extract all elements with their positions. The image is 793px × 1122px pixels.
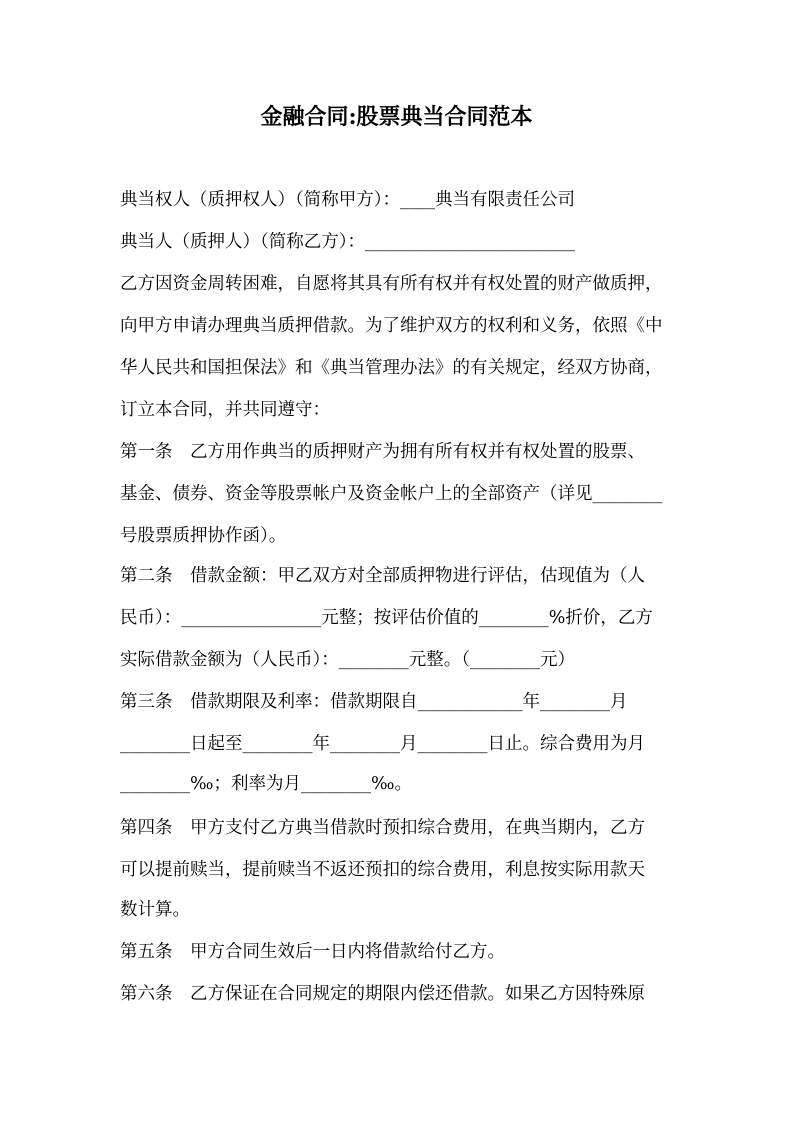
line-article-4-c: 数计算。 xyxy=(120,900,190,920)
line-article-4-b: 可以提前赎当，提前赎当不返还预扣的综合费用，利息按实际用款天 xyxy=(120,860,645,880)
line-article-3-a: 第三条 借款期限及利率：借款期限自____________年________月 xyxy=(120,692,628,712)
document-title: 金融合同:股票典当合同范本 xyxy=(260,104,533,130)
line-pawner-party: 典当人（质押人）（简称乙方）：________________________ xyxy=(120,232,575,252)
line-preamble-2: 向甲方申请办理典当质押借款。为了维护双方的权利和义务，依照《中 xyxy=(120,316,663,336)
line-article-2-a: 第二条 借款金额：甲乙双方对全部质押物进行评估，估现值为（人 xyxy=(120,566,645,586)
line-article-5: 第五条 甲方合同生效后一日内将借款给付乙方。 xyxy=(120,942,505,962)
line-article-3-b: ________日起至________年________月________日止。综合费用为月 xyxy=(120,734,645,754)
line-article-4-a: 第四条 甲方支付乙方典当借款时预扣综合费用，在典当期内，乙方 xyxy=(120,818,645,838)
line-article-1-a: 第一条 乙方用作典当的质押财产为拥有所有权并有权处置的股票、 xyxy=(120,442,645,462)
line-article-3-c: ________‰；利率为月________‰。 xyxy=(120,774,412,794)
line-pawnee-party: 典当权人（质押权人）（简称甲方）：____典当有限责任公司 xyxy=(120,190,575,210)
line-article-1-c: 号股票质押协作函）。 xyxy=(120,526,287,546)
line-preamble-4: 订立本合同，并共同遵守： xyxy=(120,400,330,420)
line-preamble-3: 华人民共和国担保法》和《典当管理办法》的有关规定，经双方协商， xyxy=(120,358,663,378)
line-article-2-b: 民币）：________________元整；按评估价值的________%折价，乙方 xyxy=(120,608,653,628)
line-article-1-b: 基金、债券、资金等股票帐户及资金帐户上的全部资产（详见________ xyxy=(120,484,663,504)
line-preamble-1: 乙方因资金周转困难，自愿将其具有所有权并有权处置的财产做质押， xyxy=(120,274,663,294)
line-article-6-a: 第六条 乙方保证在合同规定的期限内偿还借款。如果乙方因特殊原 xyxy=(120,984,645,1004)
line-article-2-c: 实际借款金额为（人民币）：________元整。（________元） xyxy=(120,650,575,670)
